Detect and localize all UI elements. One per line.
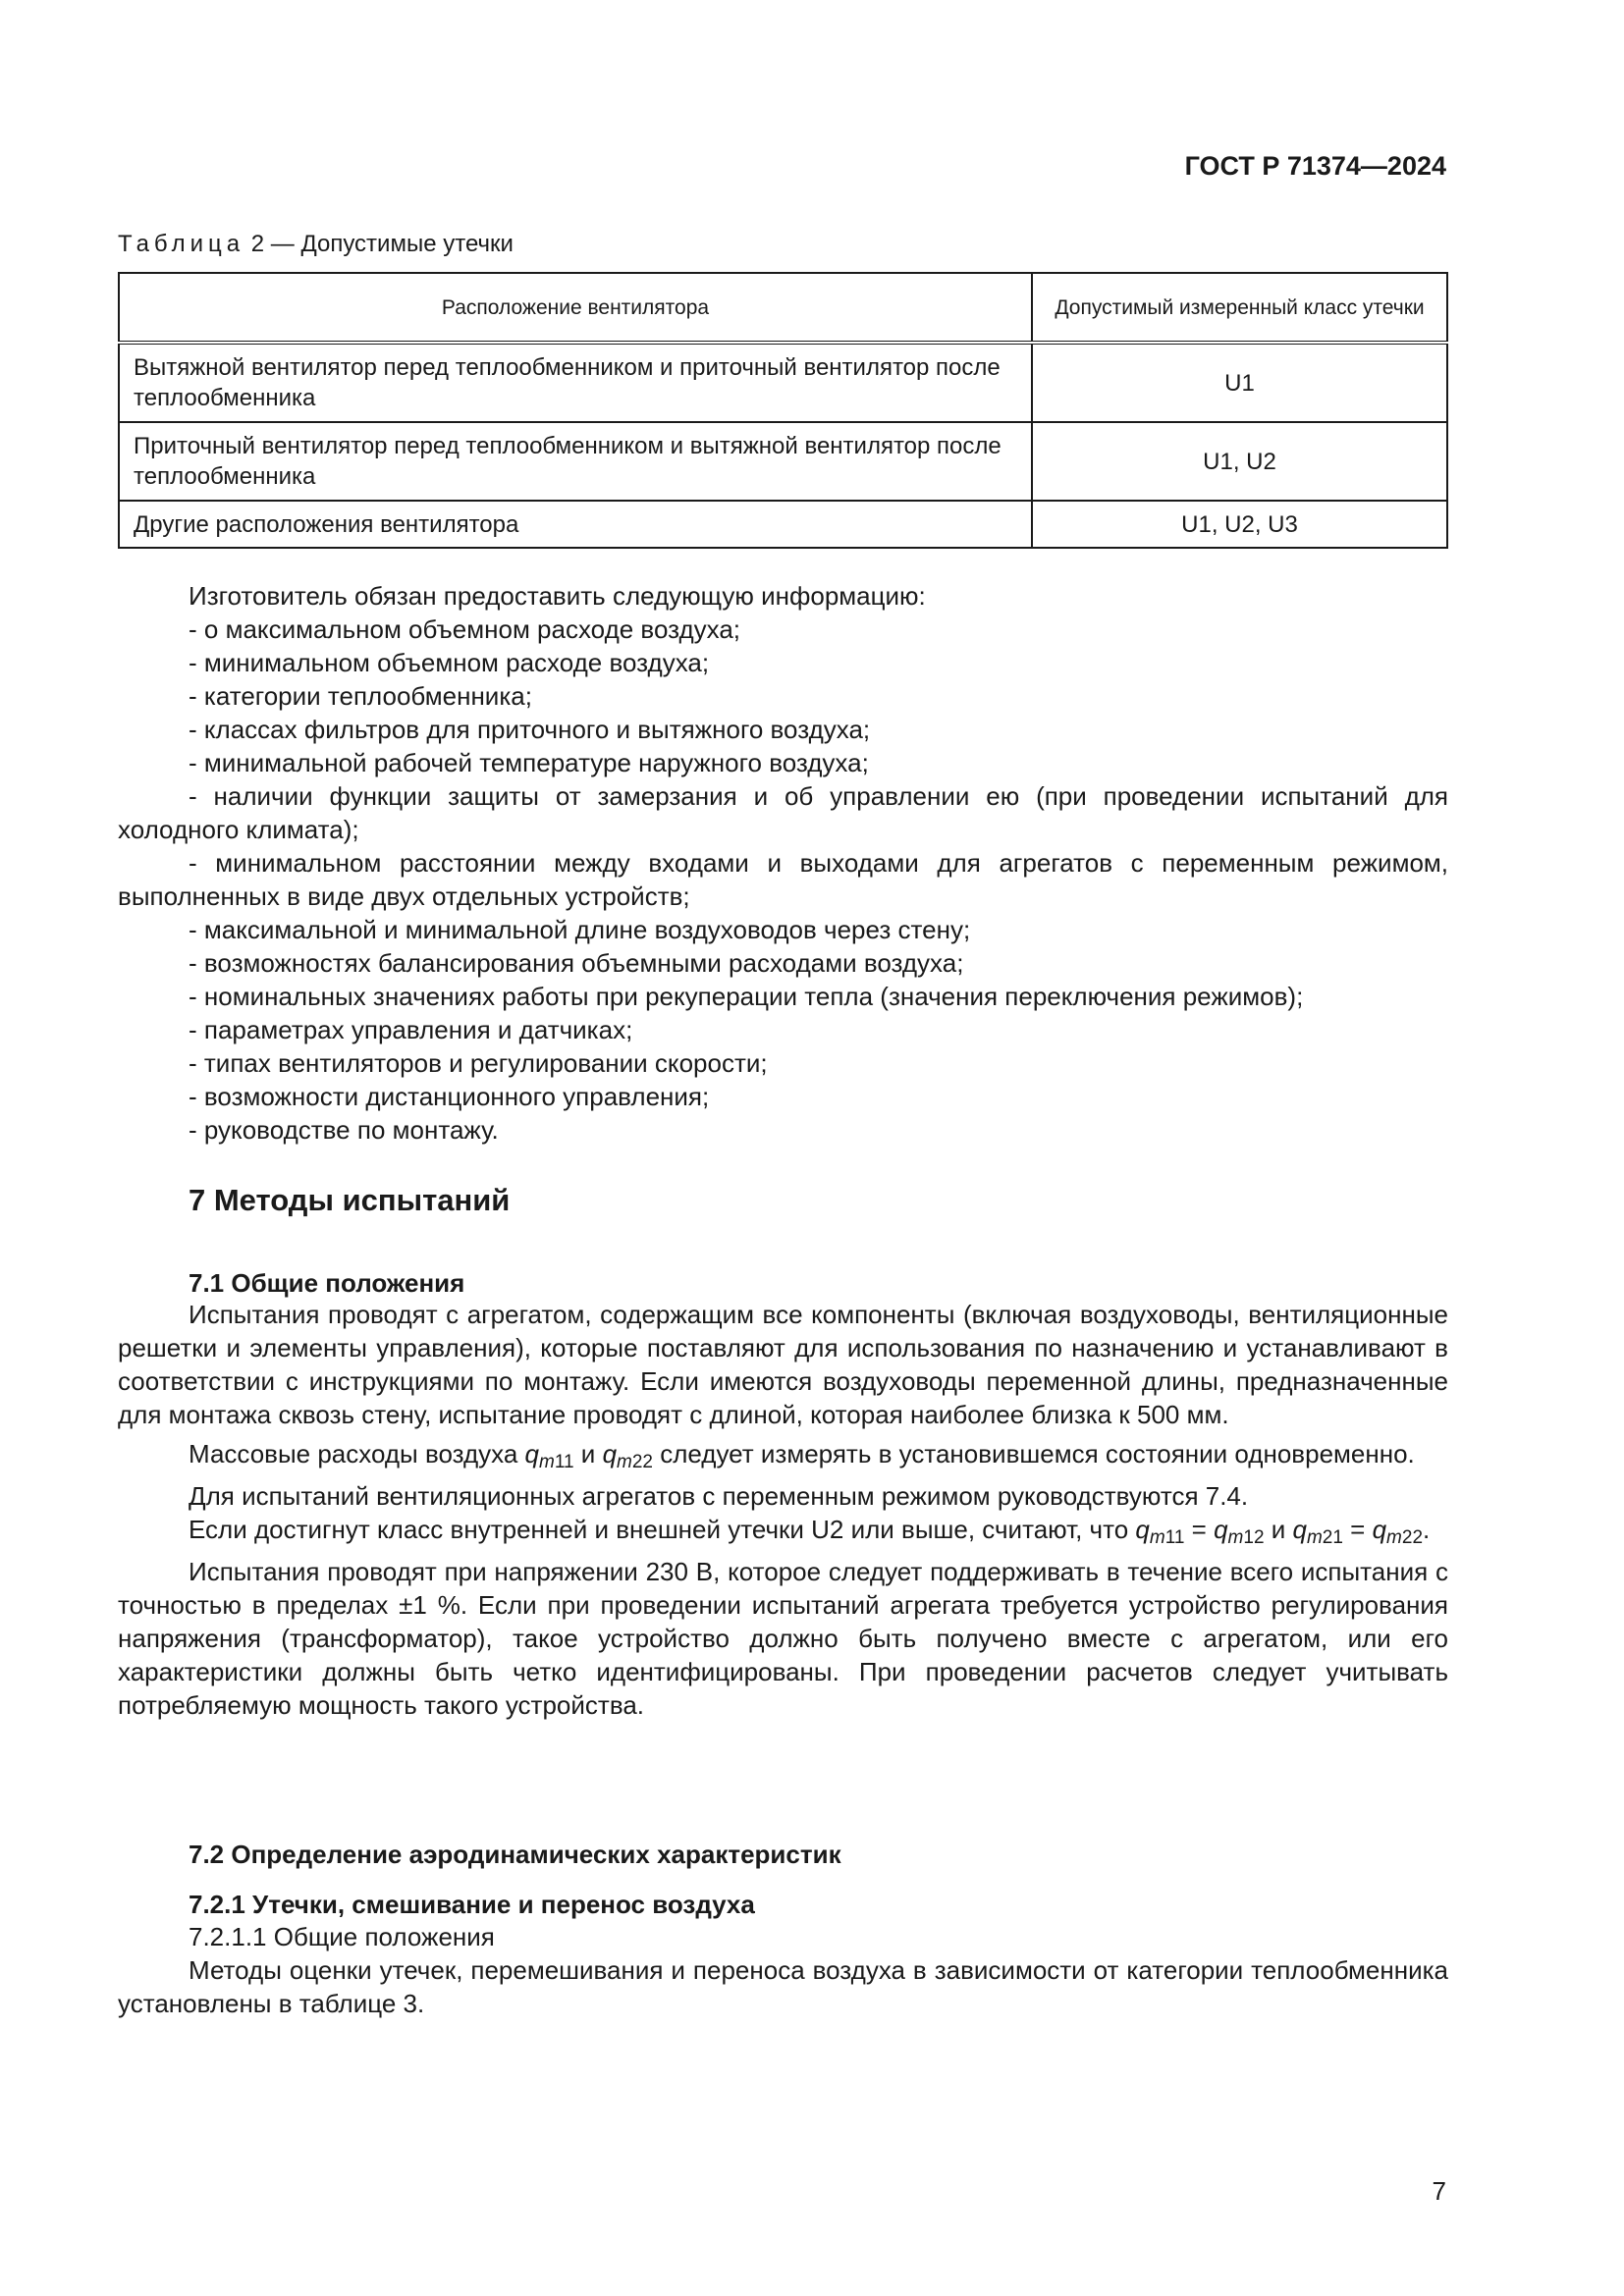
section-7-2-1-body — [118, 1920, 1448, 2020]
symbol-q: q — [524, 1439, 540, 1468]
page-number: 7 — [1432, 2176, 1446, 2206]
table-caption-title: 2 — Допустимые утечки — [244, 231, 514, 257]
subscript-m: m — [1149, 1527, 1165, 1548]
text-run: = — [1342, 1515, 1373, 1544]
subscript — [539, 1452, 574, 1472]
subsection-heading: 7.2 Определение аэродинамических характеристик — [189, 1840, 841, 1869]
table-row — [119, 422, 1447, 501]
subsection-heading: 7.1 Общие положения — [189, 1268, 465, 1298]
subscript-number: 12 — [1243, 1527, 1265, 1548]
list-item: - наличии функции защиты от замерзания и об управлении ею (при проведении испытаний для холодного климата); — [118, 781, 1448, 844]
paragraph: Методы оценки утечек, перемешивания и переноса воздуха в зависимости от категории теплообменника установлены в таблице 3. — [118, 1955, 1448, 2018]
list-item: - номинальных значениях работы при рекуперации тепла (значения переключения режимов); — [189, 982, 1304, 1011]
paragraph-mass-flow — [118, 1437, 1448, 1479]
list-item: - максимальной и минимальной длине воздуховодов через стену; — [189, 915, 971, 944]
list-item: - руководстве по монтажу. — [189, 1115, 499, 1145]
section-7-1-body — [118, 1298, 1448, 1722]
table-header-row — [119, 273, 1447, 343]
subscript-m: m — [617, 1452, 632, 1472]
paragraph: Для испытаний вентиляционных агрегатов с переменным режимом руководствуются 7.4. — [189, 1481, 1249, 1511]
table-row — [119, 343, 1447, 422]
clause-heading: 7.2.1.1 Общие положения — [189, 1922, 495, 1951]
table-caption-word: Таблица — [118, 231, 245, 257]
leakage-table — [118, 272, 1448, 549]
subscript — [1228, 1527, 1265, 1548]
table-row — [119, 501, 1447, 548]
symbol-q: q — [602, 1439, 618, 1468]
cell-location: Другие расположения вентилятора — [119, 501, 1032, 548]
symbol-q: q — [1214, 1515, 1228, 1544]
list-item: - о максимальном объемном расходе воздуха; — [189, 614, 741, 644]
info-intro: Изготовитель обязан предоставить следующую информацию: — [189, 581, 926, 611]
subscript-m: m — [539, 1452, 555, 1472]
subscript-number: 21 — [1322, 1527, 1343, 1548]
table-caption — [118, 228, 514, 261]
paragraph-equality — [118, 1513, 1448, 1555]
cell-class: U1, U2, U3 — [1032, 501, 1447, 548]
paragraph: Испытания проводят с агрегатом, содержащим все компоненты (включая воздуховоды, вентиляционные решетки и элементы управления), которые поставляют для использования по назначению и устанавливают в соответствии с инструкциями по монтажу. Если имеются воздуховоды переменной длины, предназначенные для монтажа сквозь стену, испытание проводят с длиной, которая наиболее близка к 500 мм. — [118, 1300, 1448, 1429]
column-header-class: Допустимый измеренный класс утечки — [1032, 273, 1447, 343]
subscript-number: 22 — [1401, 1527, 1424, 1548]
cell-location: Приточный вентилятор перед теплообменником и вытяжной вентилятор после теплообменника — [119, 422, 1032, 501]
column-header-location: Расположение вентилятора — [119, 273, 1032, 343]
list-item: - возможности дистанционного управления; — [189, 1082, 710, 1111]
text-run: следует измерять в установившемся состоянии одновременно. — [653, 1439, 1415, 1468]
text-run: = — [1184, 1515, 1215, 1544]
list-item: - классах фильтров для приточного и вытяжного воздуха; — [189, 715, 871, 744]
text-run: Если достигнут класс внутренней и внешней утечки U2 или выше, считают, что — [189, 1515, 1136, 1544]
section-heading: 7 Методы испытаний — [189, 1183, 511, 1217]
list-item: - типах вентиляторов и регулировании скорости; — [189, 1048, 768, 1078]
subscript-m: m — [1306, 1527, 1323, 1548]
subscript-number: 11 — [554, 1452, 574, 1472]
symbol-q: q — [1372, 1515, 1387, 1544]
list-item: - минимальной рабочей температуре наружного воздуха; — [189, 748, 869, 777]
subsection-heading: 7.2.1 Утечки, смешивание и перенос воздуха — [189, 1890, 755, 1919]
subscript — [617, 1452, 653, 1472]
subscript — [1386, 1527, 1423, 1548]
list-item: - минимальном объемном расходе воздуха; — [189, 648, 710, 677]
subscript-m: m — [1386, 1527, 1402, 1548]
manufacturer-info — [118, 579, 1448, 1147]
text-run: . — [1423, 1515, 1431, 1544]
list-item: - параметрах управления и датчиках; — [189, 1015, 633, 1044]
subscript-m: m — [1227, 1527, 1244, 1548]
list-item: - возможностях балансирования объемными расходами воздуха; — [189, 948, 964, 978]
subscript-number: 22 — [631, 1452, 653, 1472]
text-run: и — [573, 1439, 603, 1468]
standard-code: ГОСТ Р 71374—2024 — [1184, 151, 1446, 181]
subscript — [1150, 1527, 1185, 1548]
cell-location: Вытяжной вентилятор перед теплообменником и приточный вентилятор после теплообменника — [119, 343, 1032, 422]
symbol-q: q — [1292, 1515, 1307, 1544]
subscript — [1307, 1527, 1343, 1548]
list-item: - категории теплообменника; — [189, 681, 532, 711]
text-run: и — [1264, 1515, 1293, 1544]
cell-class: U1, U2 — [1032, 422, 1447, 501]
text-run: Массовые расходы воздуха — [189, 1439, 525, 1468]
list-item: - минимальном расстоянии между входами и выходами для агрегатов с переменным режимом, выполненных в виде двух отдельных устройств; — [118, 848, 1448, 911]
paragraph: Испытания проводят при напряжении 230 В, которое следует поддерживать в течение всего испытания с точностью в пределах ±1 %. Если при проведении испытаний агрегата требуется устройство регулирования напряжения (трансформатор), такое устройство должно быть получено вместе с агрегатом, или его характеристики должны быть четко идентифицированы. При проведении расчетов следует учитывать потребляемую мощность такого устройства. — [118, 1557, 1448, 1720]
cell-class: U1 — [1032, 343, 1447, 422]
subscript-number: 11 — [1164, 1527, 1185, 1548]
symbol-q: q — [1135, 1515, 1150, 1544]
